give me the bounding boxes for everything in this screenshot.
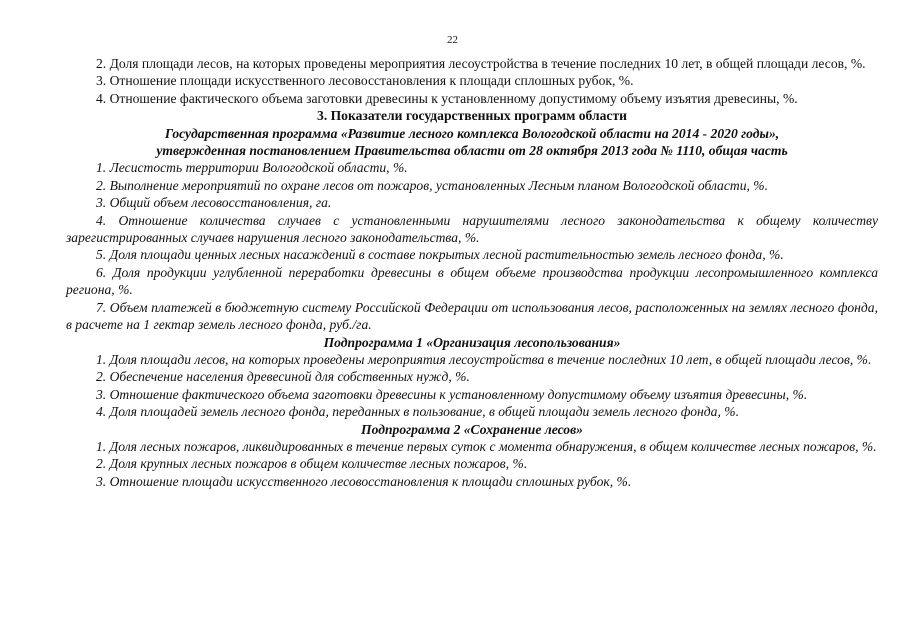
section-heading: 3. Показатели государственных программ области	[317, 108, 627, 124]
list-item: 7. Объем платежей в бюджетную систему Российской Федерации от использования лесов, расположенных на землях лесного фонда, в расчете на 1 гектар земель лесного фонда, руб./га.	[66, 299, 878, 333]
list-item: 5. Доля площади ценных лесных насаждений в составе покрытых лесной растительностью земель лесного фонда, %.	[96, 247, 784, 263]
list-item: 1. Доля площади лесов, на которых проведены мероприятия лесоустройства в течение последних 10 лет, в общей площади лесов, %.	[96, 351, 872, 367]
page-number: 22	[447, 34, 458, 46]
list-item: 4. Отношение количества случаев с установленными нарушителями лесного законодательства к общему количеству зарегистрированных случаев нарушения лесного законодательства, %.	[66, 212, 878, 246]
list-item: 6. Доля продукции углубленной переработки древесины в общем объеме производства продукции лесопромышленного комплекса региона, %.	[66, 264, 878, 298]
list-item: 2. Доля крупных лесных пожаров в общем количестве лесных пожаров, %.	[96, 456, 528, 472]
program-heading: Государственная программа «Развитие лесного комплекса Вологодской области на 2014 - 2020 годы»,	[164, 125, 780, 141]
program-heading-continued: утвержденная постановлением Правительства области от 28 октября 2013 года № 1110, общая часть	[156, 143, 788, 159]
document-body	[66, 55, 878, 490]
list-item: 1. Доля лесных пожаров, ликвидированных в течение первых суток с момента обнаружения, в общем количестве лесных пожаров, %.	[96, 438, 877, 454]
list-item: 2. Обеспечение населения древесиной для собственных нужд, %.	[96, 369, 470, 385]
list-item: 3. Отношение площади искусственного лесовосстановления к площади сплошных рубок, %.	[96, 473, 632, 489]
list-item: 3. Общий объем лесовосстановления, га.	[96, 195, 332, 211]
list-item: 3. Отношение площади искусственного лесовосстановления к площади сплошных рубок, %.	[96, 73, 634, 89]
subprogram-1-heading: Подпрограмма 1 «Организация лесопользования»	[323, 334, 621, 350]
list-item: 2. Выполнение мероприятий по охране лесов от пожаров, установленных Лесным планом Вологодской области, %.	[96, 177, 769, 193]
list-item: 2. Доля площади лесов, на которых проведены мероприятия лесоустройства в течение последних 10 лет, в общей площади лесов, %.	[96, 56, 866, 71]
subprogram-2-heading: Подпрограмма 2 «Сохранение лесов»	[361, 421, 583, 437]
list-item: 4. Доля площадей земель лесного фонда, переданных в пользование, в общей площади земель лесного фонда, %.	[96, 404, 739, 420]
list-item: 3. Отношение фактического объема заготовки древесины к установленному допустимому объему изъятия древесины, %.	[96, 386, 808, 402]
list-item: 4. Отношение фактического объема заготовки древесины к установленному допустимому объему изъятия древесины, %.	[96, 90, 798, 106]
list-item: 1. Лесистость территории Вологодской области, %.	[96, 160, 408, 176]
